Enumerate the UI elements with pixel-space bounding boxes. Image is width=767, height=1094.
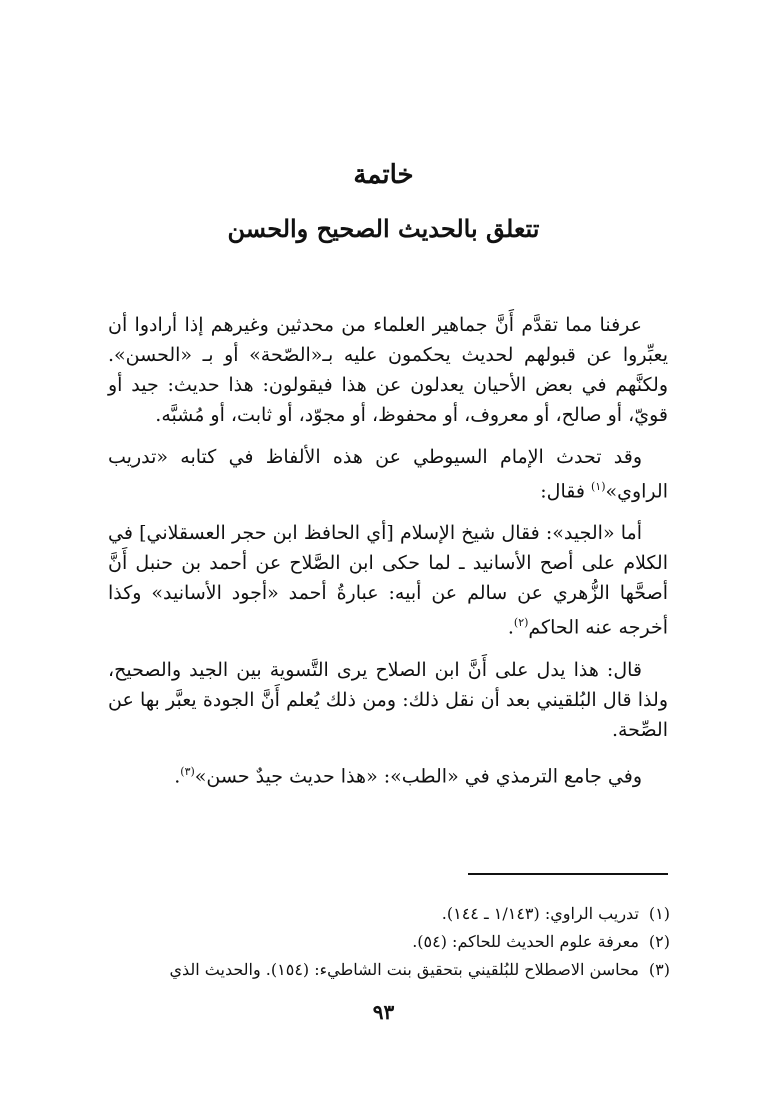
footnote-number: (٢) — [648, 932, 670, 951]
footnotes — [64, 900, 670, 984]
footnote-number: (١) — [648, 904, 670, 923]
footnote-item — [64, 956, 670, 984]
paragraph-4 — [108, 655, 668, 745]
paragraph-text-after: فقال: — [540, 480, 591, 503]
paragraph-text: قال: هذا يدل على أَنَّ ابن الصلاح يرى التَّسوية بين الجيد والصحيح، ولذا قال البُلقيني بعد أن نقل ذلك: ومن ذلك يُعلم أَنَّ الجودة يعبَّر بها عن الصِّحة. — [108, 658, 668, 741]
paragraph-text: وقد تحدث الإمام السيوطي عن هذه الألفاظ في كتابه «تدريب الراوي» — [108, 446, 668, 503]
chapter-title: خاتمة — [353, 160, 414, 190]
body-text — [108, 310, 668, 803]
footnote-text: معرفة علوم الحديث للحاكم: (٥٤). — [412, 932, 639, 951]
paragraph-text: عرفنا مما تقدَّم أَنَّ جماهير العلماء من محدثين وغيرهم إذا أرادوا أن يعبِّروا عن قبولهم لحديث يحكمون عليه بـ«الصّحة» أو بـ «الحسن». ولكنَّهم في بعض الأحيان يعدلون عن هذا فيقولون: هذا حديث: جيد أو قويّ، أو صالح، أو معروف، أو محفوظ، أو مجوّد، أو ثابت، أو مُشبَّه. — [108, 314, 668, 426]
footnote-ref: (٣) — [180, 764, 195, 778]
paragraph-text-after: . — [174, 764, 181, 787]
footnote-ref: (٢) — [513, 616, 529, 630]
chapter-subtitle: تتعلق بالحديث الصحيح والحسن — [227, 214, 540, 243]
paragraph-text: وفي جامع الترمذي في «الطب»: «هذا حديث جيدٌ حسن» — [194, 764, 642, 787]
footnote-text: تدريب الراوي: (١/١٤٣ ـ ١٤٤). — [441, 904, 639, 923]
paragraph-2 — [108, 442, 668, 506]
paragraph-5 — [108, 757, 668, 791]
footnote-item — [64, 928, 670, 956]
paragraph-text: أما «الجيد»: فقال شيخ الإسلام [أي الحافظ ابن حجر العسقلاني] في الكلام على أصح الأسانيد ـ لما حكى ابن الصَّلاح عن أحمد بن حنبل أَنَّ أصحَّها الزُّهري عن سالم عن أبيه: عبارةُ أحمد «أجود الأسانيد» وكذا أخرجه عنه الحاكم — [108, 522, 668, 639]
footnote-divider — [468, 873, 668, 875]
page-number: ٩٣ — [372, 1000, 395, 1024]
footnote-number: (٣) — [648, 960, 670, 979]
paragraph-3 — [108, 518, 668, 642]
footnote-text: محاسن الاصطلاح للبُلقيني بتحقيق بنت الشاطيء: (١٥٤). والحديث الذي — [169, 960, 639, 979]
footnote-item — [64, 900, 670, 928]
paragraph-1 — [108, 310, 668, 430]
footnote-ref: (١) — [590, 480, 606, 493]
paragraph-text-after: . — [507, 616, 514, 639]
